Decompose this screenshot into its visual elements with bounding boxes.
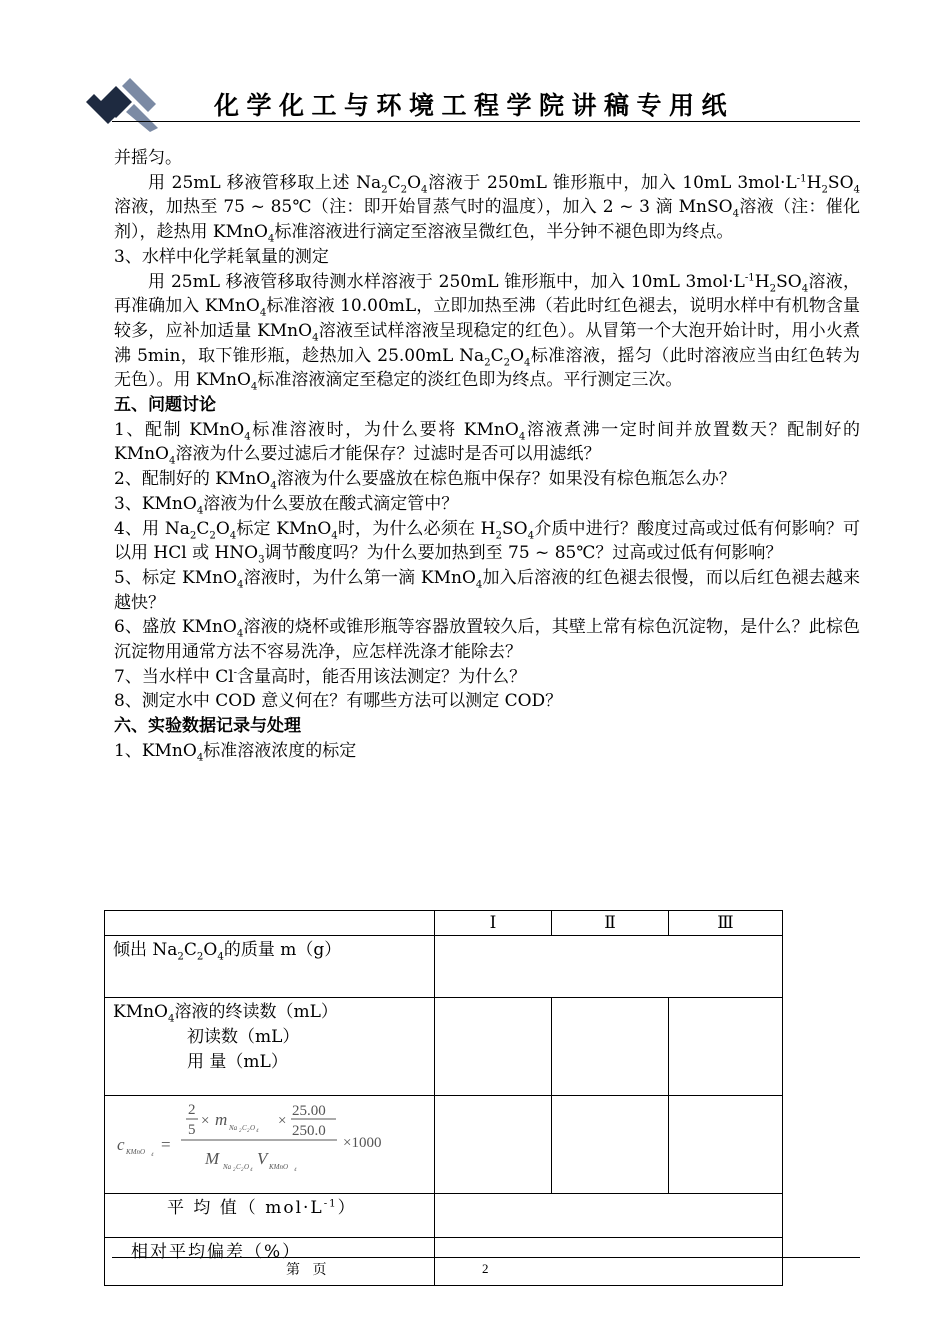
row-label-readings (105, 998, 435, 1096)
row-label-mass: 倾出 $Na_2C_2O_4$的质量 m（g） (105, 936, 435, 998)
question-item: 2、配制好的 KMnO$_4$溶液为什么要盛放在棕色瓶中保存？如果没有棕色瓶怎么办？ (114, 469, 736, 492)
footer-page-number: 2 (482, 1261, 489, 1276)
concentration-cell-3[interactable] (669, 1096, 783, 1194)
formula-volume: V (257, 1148, 268, 1168)
document-body (114, 146, 860, 764)
formula-V-sub: KMnO (269, 1162, 289, 1171)
mass-value-cell[interactable] (435, 936, 783, 998)
reading-cell-1[interactable] (435, 998, 552, 1096)
formula-equals: = (161, 1134, 171, 1154)
concentration-formula (105, 1096, 435, 1194)
formula-five: 5 (188, 1121, 196, 1138)
row-label-average: 平 均 值（ $mol\cdot L^{-1}$） (105, 1194, 435, 1238)
question-item: 7、当水样中 Cl-含量高时，能否用该法测定？为什么？ (114, 666, 527, 687)
volume-used-label: 用 量（mL） (187, 1052, 288, 1072)
formula-two: 2 (188, 1101, 196, 1118)
reading-cell-2[interactable] (552, 998, 669, 1096)
average-value-cell[interactable] (435, 1194, 783, 1238)
section-subheading: 1、KMnO$_4$标准溶液浓度的标定 (114, 740, 357, 764)
formula-M-sub4: 4 (250, 1167, 253, 1173)
formula-m-sub: Na (229, 1123, 238, 1132)
question-item: 5、标定 KMnO$_4$溶液时，为什么第一滴 KMnO$_4$加入后溶液的红色褪去很慢，而以后红色褪去越来越快？ (114, 567, 861, 613)
calibration-data-table (104, 910, 783, 1286)
formula-m-subc: C (242, 1123, 247, 1132)
question-item: 4、用 $Na_2C_2O_4$标定 KMnO$_4$时，为什么必须在 $H_2SO_4$介质中进行？酸度过高或过低有何影响？可以用 HCl 或 $HNO_3$调节酸度吗？为什么要加热到至 75 ~ 85℃？过高或过低有何影响？ (114, 518, 860, 566)
question-item: 3、KMnO$_4$溶液为什么要放在酸式滴定管中？ (114, 493, 459, 517)
college-logo (86, 72, 158, 132)
table-row (105, 998, 783, 1096)
formula-m-sub2: 2 (239, 1128, 242, 1134)
formula-c-sub: KMnO (126, 1147, 146, 1156)
formula-c: c (117, 1134, 125, 1154)
table-row (105, 1194, 783, 1238)
logo-light-stripe (126, 104, 158, 132)
section-heading: 六、实验数据记录与处理 (114, 716, 301, 737)
initial-reading-label: 初读数（mL） (187, 1027, 300, 1047)
section-subheading: 3、水样中化学耗氧量的测定 (114, 246, 329, 267)
column-header-1: Ⅰ (435, 911, 552, 936)
formula-M-subo: O (244, 1162, 250, 1171)
footer-page-label: 第 页 (286, 1262, 331, 1278)
column-header-2: Ⅱ (552, 911, 669, 936)
formula-V-sub4: 4 (294, 1167, 297, 1173)
formula-times: × (278, 1112, 287, 1129)
formula-m-subo: O (250, 1123, 256, 1132)
question-item: 6、盛放 KMnO$_4$溶液的烧杯或锥形瓶等容器放置较久后，其壁上常有棕色沉淀物，是什么？此棕色沉淀物用通常方法不容易洗净，应怎样洗涤才能除去？ (114, 617, 860, 663)
paragraph: 用 25mL 移液管移取上述 $Na_2C_2O_4$溶液于 250mL 锥形瓶中，加入 10mL $3mol\cdot L^{-1}H_2SO_4$溶液，加热至 75 ~ 85℃（注：即开始冒蒸气时的温度），加入 2 ~ 3 滴 MnSO$_4$溶液（注：催化剂），趁热用 KMnO$_4$标准溶液进行滴定至溶液呈微红色，半分钟不褪色即为终点。 (114, 172, 860, 245)
formula-volume-numerator: 25.00 (292, 1102, 326, 1119)
formula-M-sub: Na (223, 1162, 232, 1171)
formula-times-1000: ×1000 (343, 1134, 382, 1151)
formula-c-sub4: 4 (151, 1152, 154, 1158)
table-row (105, 1096, 783, 1194)
formula-graphic (105, 1097, 434, 1193)
final-reading-label: KMnO$_4$溶液的终读数（mL） (113, 1002, 338, 1025)
formula-M-sub2: 2 (233, 1167, 236, 1173)
question-item: 1、配制 KMnO$_4$标准溶液时，为什么要将 KMnO$_4$溶液煮沸一定时间并放置数天？配制好的 KMnO$_4$溶液为什么要过滤后才能保存？过滤时是否可以用滤纸？ (114, 419, 860, 467)
footer-rule (112, 1257, 860, 1258)
paragraph: 并摇匀。 (114, 148, 182, 168)
table-header-row (105, 911, 783, 936)
question-item: 8、测定水中 COD 意义何在？有哪些方法可以测定 COD？ (114, 691, 563, 712)
formula-molar-mass: M (205, 1148, 220, 1168)
row-label-relative-deviation: 相对平均偏差（%） (105, 1238, 435, 1286)
table-corner-cell (105, 911, 435, 936)
concentration-cell-2[interactable] (552, 1096, 669, 1194)
formula-volume-denominator: 250.0 (292, 1122, 326, 1139)
formula-m: m (215, 1109, 228, 1129)
formula-M-sub2b: 2 (241, 1167, 244, 1173)
paragraph: 用 25mL 移液管移取待测水样溶液于 250mL 锥形瓶中，加入 10mL $3mol\cdot L^{-1}H_2SO_4$溶液，再准确加入 KMnO$_4$标准溶液 10.00mL，立即加热至沸（若此时红色褪去，说明水样中有机物含量较多，应补加适量 KMnO$_4$溶液至试样溶液呈现稳定的红色）。从冒第一个大泡开始计时，用小火煮沸 5min，取下锥形瓶，趁热加入 25.00mL $Na_2C_2O_4$标准溶液，摇匀（此时溶液应当由红色转为无色）。用 KMnO$_4$标准溶液滴定至稳定的淡红色即为终点。平行测定三次。 (114, 271, 861, 393)
page-header-title: 化学化工与环境工程学院讲稿专用纸 (214, 91, 735, 120)
formula-M-subc: C (236, 1162, 241, 1171)
formula-m-sub2b: 2 (247, 1128, 250, 1134)
table-row (105, 1238, 783, 1286)
formula-times: × (201, 1112, 210, 1129)
column-header-3: Ⅲ (669, 911, 783, 936)
formula-m-sub4: 4 (256, 1128, 259, 1134)
section-heading: 五、问题讨论 (114, 395, 216, 416)
header-rule (112, 121, 860, 122)
concentration-cell-1[interactable] (435, 1096, 552, 1194)
table-row (105, 936, 783, 998)
reading-cell-3[interactable] (669, 998, 783, 1096)
